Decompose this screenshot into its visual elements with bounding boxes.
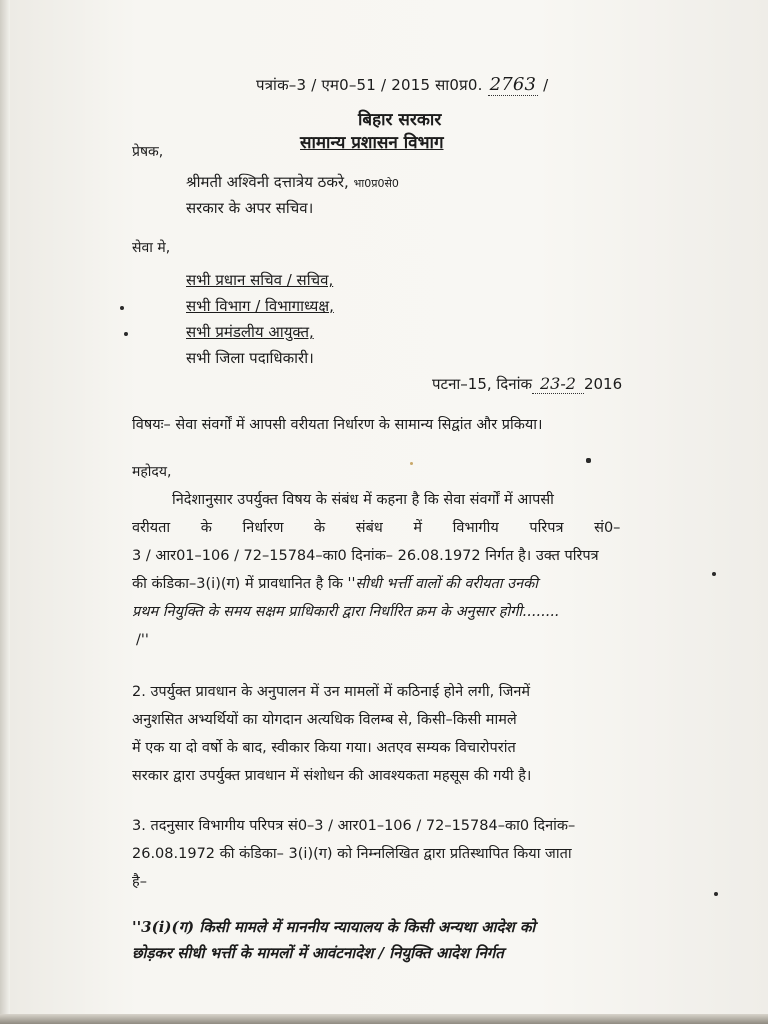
paragraph-line: /'' xyxy=(136,632,149,648)
paragraph-line: अनुशसित अभ्यर्थियों का योगदान अत्यधिक विलम्ब से, किसी–किसी मामले xyxy=(132,712,517,728)
paragraph-line: प्रथम नियुक्ति के समय सक्षम प्राधिकारी द्वारा निर्धारित क्रम के अनुसार होगी........ xyxy=(132,604,560,620)
dateline xyxy=(432,374,622,394)
reference-handwritten-number: 2763 xyxy=(489,74,537,95)
quoted-text: ''सीधी भर्त्ती वालों की वरीयता उनकी xyxy=(347,576,539,592)
sender-designation: सरकार के अपर सचिव। xyxy=(186,199,314,217)
paragraph-line: निदेशानुसार उपर्युक्त विषय के संबंध में कहना है कि सेवा संवर्गों में आपसी xyxy=(172,492,554,508)
scan-speck xyxy=(712,572,716,576)
page-edge-shadow xyxy=(0,0,10,1024)
sender-name xyxy=(186,172,399,192)
paragraph-line: में एक या दो वर्षो के बाद, स्वीकार किया गया। अतएव सम्यक विचारोपरांत xyxy=(132,740,516,756)
reference-suffix: / xyxy=(543,76,549,94)
reference-prefix: पत्रांक–3 / एम0–51 / 2015 सा0प्र0. xyxy=(256,76,483,94)
sender-label: प्रेषक, xyxy=(132,144,164,160)
paragraph-text: की कंडिका–3(i)(ग) में प्रावधानित है कि xyxy=(132,576,343,592)
paragraph-3 xyxy=(132,812,672,896)
sender-name-text: श्रीमती अश्विनी दत्तात्रेय ठकरे, xyxy=(186,173,349,191)
salutation: महोदय, xyxy=(132,464,172,480)
quote-line: ''3(i)(ग) किसी मामले में माननीय न्यायालय के किसी अन्यथा आदेश को xyxy=(132,918,536,936)
paragraph-line: है– xyxy=(132,874,147,890)
substituted-clause-quote xyxy=(132,914,672,966)
paragraph-2 xyxy=(132,678,672,790)
dateline-handwritten-date: 23-2 xyxy=(532,374,584,394)
recipient-item: सभी प्रधान सचिव / सचिव, xyxy=(186,271,334,289)
scan-speck xyxy=(714,892,718,896)
paragraph-line: 3 / आर01–106 / 72–15784–का0 दिनांक– 26.08.1972 निर्गत है। उक्त परिपत्र xyxy=(132,548,599,564)
paragraph-line: सरकार द्वारा उपर्युक्त प्रावधान में संशोधन की आवश्यकता महसूस की गयी है। xyxy=(132,768,532,784)
dateline-place: पटना–15, दिनांक xyxy=(432,375,532,393)
paragraph-line: वरीयता के निर्धारण के संबंध में विभागीय परिपत्र सं0– xyxy=(132,520,621,536)
reference-number xyxy=(256,74,548,95)
dateline-year: 2016 xyxy=(583,375,623,393)
paragraph-1 xyxy=(132,486,672,654)
recipient-item: सभी विभाग / विभागाध्यक्ष, xyxy=(186,297,334,315)
scan-speck xyxy=(120,306,124,310)
government-heading: बिहार सरकार xyxy=(358,110,442,130)
subject-line: विषयः– सेवा संवर्गों में आपसी वरीयता निर्धारण के सामान्य सिद्वांत और प्रकिया। xyxy=(132,417,543,433)
scan-speck xyxy=(124,332,128,336)
scan-speck xyxy=(410,462,413,465)
department-heading: सामान्य प्रशासन विभाग xyxy=(300,133,444,153)
recipients-label: सेवा मे, xyxy=(132,240,171,256)
scan-speck xyxy=(586,458,591,463)
paragraph-line: 26.08.1972 की कंडिका– 3(i)(ग) को निम्नलिखित द्वारा प्रतिस्थापित किया जाता xyxy=(132,846,572,862)
page-bottom-edge xyxy=(0,1014,768,1024)
paragraph-line: 2. उपर्युक्त प्रावधान के अनुपालन में उन मामलों में कठिनाई होने लगी, जिनमें xyxy=(132,684,531,700)
recipient-item: सभी जिला पदाधिकारी। xyxy=(186,349,314,367)
sender-service: भा0प्र0से0 xyxy=(353,177,399,190)
recipient-item: सभी प्रमंडलीय आयुक्त, xyxy=(186,323,314,341)
paragraph-line: 3. तदनुसार विभागीय परिपत्र सं0–3 / आर01–106 / 72–15784–का0 दिनांक– xyxy=(132,818,576,834)
quote-line: छोड़कर सीधी भर्त्ती के मामलों में आवंटनादेश / नियुक्ति आदेश निर्गत xyxy=(132,944,504,962)
paragraph-line xyxy=(132,570,672,598)
